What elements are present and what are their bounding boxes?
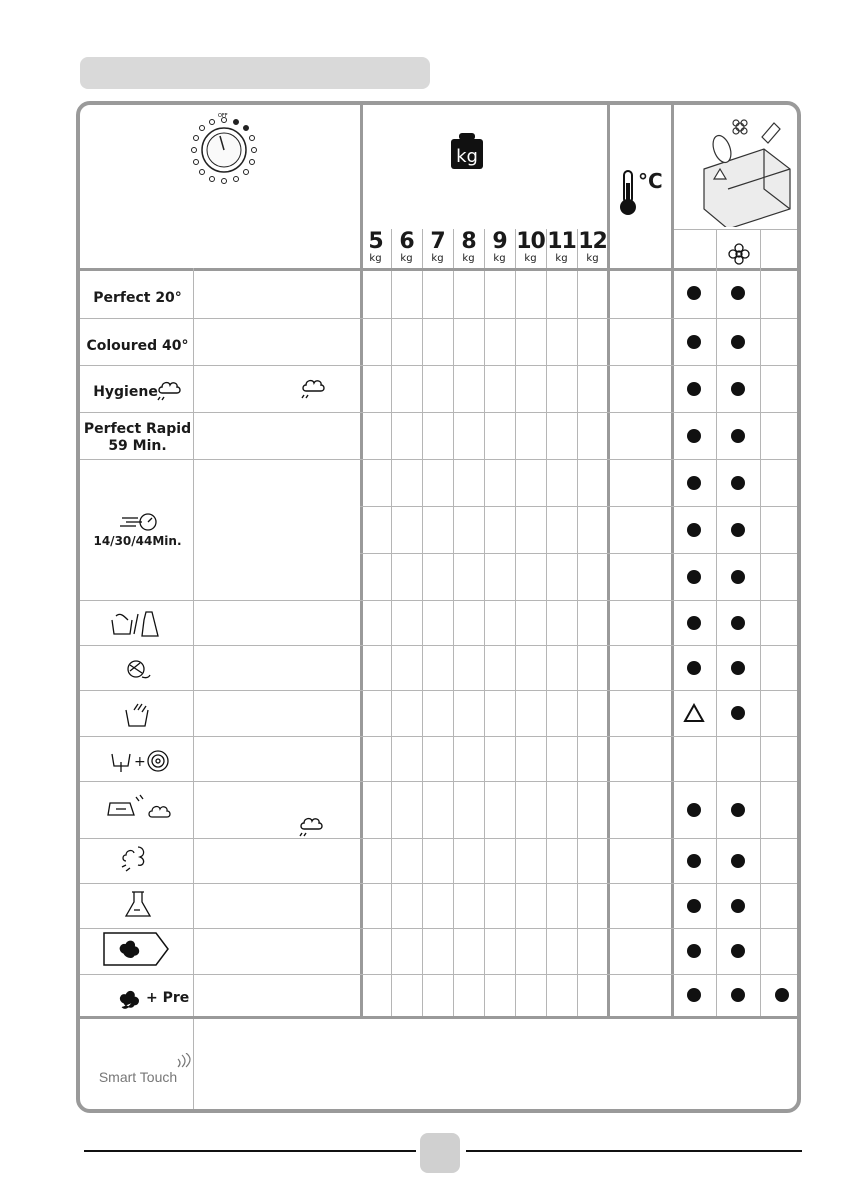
table-row-divider <box>80 365 801 366</box>
load-column-divider <box>577 229 578 1016</box>
smart-touch-label <box>82 1069 194 1085</box>
load-unit: kg <box>493 253 506 264</box>
table-row-divider <box>360 553 801 554</box>
table-row-divider <box>80 928 801 929</box>
table-row-divider <box>80 645 801 646</box>
dispenser-dot <box>731 286 745 300</box>
load-column-header <box>484 231 515 264</box>
table-row-divider <box>80 412 801 413</box>
dispenser-dot <box>731 570 745 584</box>
dispenser-dot <box>687 382 701 396</box>
dispenser-dot <box>731 476 745 490</box>
column-divider-d2 <box>760 229 761 1016</box>
dispenser-dot <box>687 616 701 630</box>
dispenser-dot <box>687 661 701 675</box>
load-column-divider <box>546 229 547 1016</box>
programme-hygiene: Hygiene <box>93 384 158 400</box>
temperature-unit: °C <box>638 169 663 193</box>
dispenser-dot <box>731 899 745 913</box>
programme-cotton-prewash: + Pre <box>146 990 190 1006</box>
load-value: 10 <box>516 229 545 254</box>
load-unit: kg <box>431 253 444 264</box>
footer-rule-left <box>84 1150 416 1152</box>
footer-divider <box>80 1016 801 1019</box>
table-row-divider <box>80 736 801 737</box>
load-unit: kg <box>586 253 599 264</box>
dispenser-dot <box>687 803 701 817</box>
dispenser-dot <box>731 854 745 868</box>
steam-cloud-icon <box>156 375 182 401</box>
svg-text:+: + <box>134 754 146 770</box>
section-title-bar <box>80 57 430 89</box>
table-row-divider <box>80 600 801 601</box>
table-row-divider <box>80 838 801 839</box>
dispenser-dot <box>731 429 745 443</box>
table-row-divider <box>80 883 801 884</box>
dispenser-dot <box>687 988 701 1002</box>
dispenser-dot <box>731 706 745 720</box>
dispenser-dot <box>687 854 701 868</box>
cotton-eco-icon <box>102 931 172 967</box>
table-row-divider <box>80 459 801 460</box>
nfc-signal-icon <box>176 1053 192 1069</box>
load-value: 7 <box>430 229 445 254</box>
column-divider-dispenser <box>671 105 674 1016</box>
table-row-divider <box>80 974 801 975</box>
dispenser-dot <box>731 944 745 958</box>
flask-icon <box>124 890 152 920</box>
load-column-divider <box>515 229 516 1016</box>
table-row-divider <box>80 781 801 782</box>
load-unit: kg <box>400 253 413 264</box>
dispenser-dot <box>731 382 745 396</box>
load-column-header <box>360 231 391 264</box>
dial-off-label: OFF <box>218 113 228 119</box>
load-value: 11 <box>547 229 576 254</box>
dispenser-subheader-divider <box>672 229 801 230</box>
load-column-header <box>453 231 484 264</box>
allergy-steam-icon <box>120 843 156 873</box>
softener-flower-icon <box>728 243 750 265</box>
dispenser-dot <box>687 286 701 300</box>
load-column-header <box>391 231 422 264</box>
programme-perfect-rapid: Perfect Rapid <box>83 421 192 437</box>
load-value: 6 <box>399 229 414 254</box>
dispenser-dot <box>687 429 701 443</box>
dispenser-dot <box>731 661 745 675</box>
dispenser-dot <box>731 616 745 630</box>
load-column-header <box>577 231 608 264</box>
dispenser-dot <box>687 335 701 349</box>
rinse-icon <box>124 702 152 728</box>
programme-coloured-40: Coloured 40° <box>86 338 189 354</box>
table-row-divider <box>80 318 801 319</box>
load-value: 12 <box>578 229 607 254</box>
table-row-divider <box>80 690 801 691</box>
wool-icon <box>124 655 152 683</box>
header-divider <box>80 268 801 271</box>
drain-spin-icon <box>110 748 172 774</box>
programme-perfect-rapid-time: 59 Min. <box>108 438 167 454</box>
load-column-divider <box>484 229 485 1016</box>
handwash-delicate-icon <box>110 610 166 638</box>
load-column-divider <box>391 229 392 1016</box>
load-column-divider <box>422 229 423 1016</box>
dispenser-triangle <box>683 703 705 723</box>
dispenser-dot <box>731 803 745 817</box>
dispenser-dot <box>731 335 745 349</box>
steam-cloud-icon-3 <box>298 811 324 837</box>
weight-icon <box>446 130 488 172</box>
column-divider-temp <box>607 105 610 1016</box>
steam-cloud-icon-2 <box>300 373 326 399</box>
dispenser-dot <box>687 523 701 537</box>
column-divider-d1 <box>716 229 717 1016</box>
load-column-header <box>422 231 453 264</box>
load-column-divider <box>453 229 454 1016</box>
load-value: 9 <box>492 229 507 254</box>
programme-dial-icon <box>180 110 270 190</box>
dispenser-dot <box>687 944 701 958</box>
load-value: 5 <box>368 229 383 254</box>
weight-icon-label: kg <box>456 146 478 167</box>
dispenser-dot <box>731 523 745 537</box>
load-value: 8 <box>461 229 476 254</box>
page-number-tab <box>420 1133 460 1173</box>
dispenser-dot <box>775 988 789 1002</box>
detergent-drawer-icon <box>694 109 796 227</box>
dispenser-dot <box>731 988 745 1002</box>
programme-table <box>76 101 801 1113</box>
column-divider-load <box>360 105 363 1016</box>
load-unit: kg <box>369 253 382 264</box>
programme-perfect-20: Perfect 20° <box>93 290 182 306</box>
table-row-divider <box>360 506 801 507</box>
load-unit: kg <box>462 253 475 264</box>
load-column-header <box>546 231 577 264</box>
dispenser-dot <box>687 899 701 913</box>
rapid-wash-icon <box>120 510 158 532</box>
dispenser-dot <box>687 476 701 490</box>
programme-rapid-14-30-44: 14/30/44Min. <box>93 534 182 548</box>
load-column-header <box>515 231 546 264</box>
thermometer-icon <box>618 169 640 217</box>
load-unit: kg <box>524 253 537 264</box>
iron-steam-icon <box>106 793 176 827</box>
smart-touch-text: Smart Touch <box>98 1069 178 1085</box>
footer-rule-right <box>466 1150 802 1152</box>
dispenser-dot <box>687 570 701 584</box>
load-unit: kg <box>555 253 568 264</box>
